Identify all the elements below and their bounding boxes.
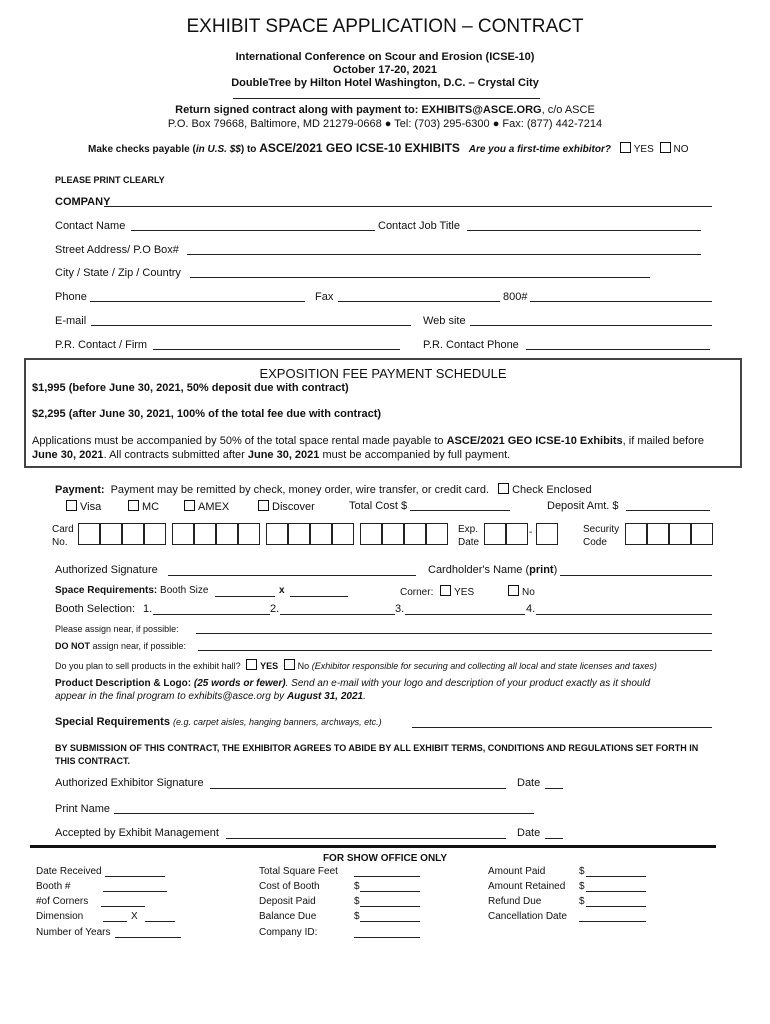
checks-payable-line: Make checks payable (in U.S. $$) to ASCE/2021 GEO ICSE-10 EXHIBITS Are you a first-time exhibitor? YES NO bbox=[88, 141, 689, 155]
visa-option[interactable]: Visa bbox=[66, 500, 101, 513]
card-no-label: Card No. bbox=[52, 524, 74, 548]
office-refund-due: Refund Due bbox=[488, 896, 542, 907]
office-corners: #of Corners bbox=[36, 896, 89, 907]
office-deposit-paid: Deposit Paid bbox=[259, 896, 316, 907]
corner-no-checkbox[interactable] bbox=[508, 585, 519, 596]
exhibitor-signature-label: Authorized Exhibitor Signature bbox=[55, 777, 204, 789]
office-heading: FOR SHOW OFFICE ONLY bbox=[322, 853, 448, 864]
booth-choice-2-field[interactable] bbox=[280, 614, 395, 615]
office-amount-retained: Amount Retained bbox=[488, 881, 566, 892]
company-label: COMPANY bbox=[55, 196, 111, 208]
company-field[interactable] bbox=[104, 206, 712, 207]
office-amount-paid-field[interactable] bbox=[586, 876, 646, 877]
product-description-line1: Product Description & Logo: (25 words or fewer). Send an e-mail with your logo and description of your product exactly as it should bbox=[55, 678, 651, 689]
booth-choice-4-field[interactable] bbox=[536, 614, 712, 615]
booth-selection-label: Booth Selection: bbox=[55, 603, 136, 615]
office-company-id-field[interactable] bbox=[354, 937, 420, 938]
first-time-yes-checkbox[interactable] bbox=[620, 142, 631, 153]
800-label: 800# bbox=[503, 291, 528, 303]
mc-checkbox[interactable] bbox=[128, 500, 139, 511]
contact-name-label: Contact Name bbox=[55, 220, 126, 232]
date2-label: Date bbox=[517, 827, 541, 839]
exp-month-box-1[interactable] bbox=[484, 523, 506, 545]
agreement-text-line2: THIS CONTRACT. bbox=[55, 756, 130, 766]
special-requirements-label: Special Requirements (e.g. carpet aisles, hanging banners, archways, etc.) bbox=[55, 716, 382, 728]
card-digit-box[interactable] bbox=[310, 523, 332, 545]
discover-option[interactable]: Discover bbox=[258, 500, 315, 513]
amex-option[interactable]: AMEX bbox=[184, 500, 229, 513]
office-amount-retained-field[interactable] bbox=[586, 891, 646, 892]
card-digit-box[interactable] bbox=[382, 523, 404, 545]
website-label: Web site bbox=[423, 315, 466, 327]
booth-choice-1-field[interactable] bbox=[153, 614, 270, 615]
fee-schedule-heading: EXPOSITION FEE PAYMENT SCHEDULE bbox=[259, 366, 507, 381]
document-title: EXHIBIT SPACE APPLICATION – CONTRACT bbox=[186, 16, 584, 37]
security-box-2[interactable] bbox=[647, 523, 669, 545]
accepted-by-label: Accepted by Exhibit Management bbox=[55, 827, 219, 839]
date-field[interactable] bbox=[545, 788, 563, 789]
office-date-received: Date Received bbox=[36, 866, 102, 877]
office-dimension-width-field[interactable] bbox=[103, 921, 127, 922]
office-total-square-feet-field[interactable] bbox=[354, 876, 420, 877]
cardholder-name-field[interactable] bbox=[560, 575, 712, 576]
conference-dates: October 17-20, 2021 bbox=[333, 64, 437, 76]
authorized-signature-label: Authorized Signature bbox=[55, 564, 158, 576]
office-dimension-length-field[interactable] bbox=[145, 921, 175, 922]
office-date-received-field[interactable] bbox=[105, 876, 165, 877]
payment-line: Payment: Payment may be remitted by check, money order, wire transfer, or credit card. Check Enclosed bbox=[55, 484, 592, 496]
800-field[interactable] bbox=[530, 301, 712, 302]
pr-phone-label: P.R. Contact Phone bbox=[423, 339, 519, 351]
security-code-label: Security Code bbox=[583, 524, 620, 548]
amex-checkbox[interactable] bbox=[184, 500, 195, 511]
print-name-field[interactable] bbox=[114, 813, 534, 814]
late-fee: $2,295 (after June 30, 2021, 100% of the total fee due with contract) bbox=[32, 408, 382, 420]
sell-yes-checkbox[interactable] bbox=[246, 659, 257, 670]
total-cost-field[interactable] bbox=[410, 510, 510, 511]
email-field[interactable] bbox=[91, 325, 411, 326]
card-digit-box[interactable] bbox=[172, 523, 194, 545]
fee-note-line2: June 30, 2021. All contracts submitted after June 30, 2021 must be accompanied by full payment. bbox=[32, 449, 511, 461]
date2-field[interactable] bbox=[545, 838, 563, 839]
agreement-text-line1: BY SUBMISSION OF THIS CONTRACT, THE EXHIBITOR AGREES TO ABIDE BY ALL EXHIBIT TERMS, CONDITIONS AND REGULATIONS SET FORTH IN bbox=[55, 743, 699, 753]
card-digit-box[interactable] bbox=[100, 523, 122, 545]
deposit-amt-label: Deposit Amt. $ bbox=[547, 500, 619, 512]
sell-no-checkbox[interactable] bbox=[284, 659, 295, 670]
office-balance-due: Balance Due bbox=[259, 911, 317, 922]
office-amount-paid: Amount Paid bbox=[488, 866, 546, 877]
security-box-3[interactable] bbox=[669, 523, 691, 545]
exp-month-box-2[interactable] bbox=[506, 523, 528, 545]
return-instructions: Return signed contract along with payment to: EXHIBITS@ASCE.ORG, c/o ASCE bbox=[175, 104, 595, 116]
card-digit-box[interactable] bbox=[238, 523, 260, 545]
card-digit-box[interactable] bbox=[266, 523, 288, 545]
card-digit-box[interactable] bbox=[122, 523, 144, 545]
office-balance-due-field[interactable] bbox=[360, 921, 420, 922]
space-requirements-line: Space Requirements: Booth Size bbox=[55, 585, 209, 596]
booth-size-length-field[interactable] bbox=[290, 596, 348, 597]
card-digit-box[interactable] bbox=[194, 523, 216, 545]
corner-line: Corner: YES bbox=[400, 587, 475, 598]
office-dimension: Dimension bbox=[36, 911, 84, 922]
total-cost-label: Total Cost $ bbox=[349, 500, 408, 512]
first-time-no-checkbox[interactable] bbox=[660, 142, 671, 153]
card-digit-box[interactable] bbox=[426, 523, 448, 545]
office-deposit-paid-field[interactable] bbox=[360, 906, 420, 907]
office-cancellation-date: Cancellation Date bbox=[488, 911, 567, 922]
contact-job-title-label: Contact Job Title bbox=[378, 220, 460, 232]
card-digit-box[interactable] bbox=[144, 523, 166, 545]
fee-note-line1: Applications must be accompanied by 50% of the total space rental made payable to ASCE/2021 GEO ICSE-10 Exhibits, if mailed before bbox=[32, 435, 704, 447]
fax-field[interactable] bbox=[338, 301, 500, 302]
exp-year-box-1[interactable] bbox=[536, 523, 558, 545]
email-label: E-mail bbox=[55, 315, 87, 327]
city-label: City / State / Zip / Country bbox=[55, 267, 181, 279]
office-refund-due-field[interactable] bbox=[586, 906, 646, 907]
website-field[interactable] bbox=[470, 325, 712, 326]
card-digit-box[interactable] bbox=[288, 523, 310, 545]
assign-near-label: Please assign near, if possible: bbox=[55, 624, 179, 634]
contact-job-title-field[interactable] bbox=[467, 230, 701, 231]
security-box-1[interactable] bbox=[625, 523, 647, 545]
office-cancellation-date-field[interactable] bbox=[579, 921, 646, 922]
security-box-4[interactable] bbox=[691, 523, 713, 545]
exp-date-label: Exp. Date bbox=[458, 524, 480, 548]
office-total-square-feet: Total Square Feet bbox=[259, 866, 338, 877]
mailing-address: P.O. Box 79668, Baltimore, MD 21279-0668 ● Tel: (703) 295-6300 ● Fax: (877) 442-7214 bbox=[167, 118, 603, 130]
card-digit-box[interactable] bbox=[404, 523, 426, 545]
fee-schedule-box bbox=[24, 358, 742, 468]
office-corners-field[interactable] bbox=[101, 906, 145, 907]
fax-label: Fax bbox=[315, 291, 334, 303]
pr-contact-field[interactable] bbox=[153, 349, 400, 350]
office-cost-of-booth-field[interactable] bbox=[360, 891, 420, 892]
visa-checkbox[interactable] bbox=[66, 500, 77, 511]
sell-products-line: Do you plan to sell products in the exhibit hall? YES No (Exhibitor responsible for securing and collecting all local and state licenses and taxes) bbox=[55, 661, 657, 671]
conference-venue: DoubleTree by Hilton Hotel Washington, D.C. – Crystal City bbox=[231, 77, 539, 89]
street-address-field[interactable] bbox=[187, 254, 701, 255]
check-enclosed-checkbox[interactable] bbox=[498, 483, 509, 494]
print-clearly-note: PLEASE PRINT CLEARLY bbox=[55, 175, 165, 185]
booth-size-width-field[interactable] bbox=[215, 596, 275, 597]
street-address-label: Street Address/ P.O Box# bbox=[55, 244, 179, 256]
print-name-label: Print Name bbox=[55, 803, 111, 815]
card-digit-box[interactable] bbox=[332, 523, 354, 545]
product-description-line2: appear in the final program to exhibits@asce.org by August 31, 2021. bbox=[55, 691, 366, 702]
card-digit-box[interactable] bbox=[216, 523, 238, 545]
corner-yes-checkbox[interactable] bbox=[440, 585, 451, 596]
phone-label: Phone bbox=[55, 291, 87, 303]
city-field[interactable] bbox=[190, 277, 650, 278]
pr-contact-label: P.R. Contact / Firm bbox=[55, 339, 148, 351]
mc-option[interactable]: MC bbox=[128, 500, 159, 513]
return-email-link[interactable]: EXHIBITS@ASCE.ORG bbox=[421, 104, 542, 116]
cardholder-name-label: Cardholder's Name (print) bbox=[428, 564, 558, 576]
do-not-assign-label: DO NOT assign near, if possible: bbox=[55, 641, 187, 651]
do-not-assign-field[interactable] bbox=[198, 650, 712, 651]
assign-near-field[interactable] bbox=[196, 633, 712, 634]
discover-checkbox[interactable] bbox=[258, 500, 269, 511]
office-booth-number-field[interactable] bbox=[103, 891, 167, 892]
phone-field[interactable] bbox=[90, 301, 305, 302]
special-requirements-field[interactable] bbox=[412, 727, 712, 728]
deposit-amt-field[interactable] bbox=[626, 510, 710, 511]
card-digit-box[interactable] bbox=[78, 523, 100, 545]
office-number-of-years: Number of Years bbox=[36, 927, 111, 938]
early-fee: $1,995 (before June 30, 2021, 50% deposit due with contract) bbox=[32, 382, 349, 394]
card-digit-box[interactable] bbox=[360, 523, 382, 545]
office-number-of-years-field[interactable] bbox=[115, 937, 181, 938]
exhibitor-signature-field[interactable] bbox=[210, 788, 506, 789]
office-cost-of-booth: Cost of Booth bbox=[259, 881, 320, 892]
office-company-id: Company ID: bbox=[259, 927, 318, 938]
accepted-by-field[interactable] bbox=[226, 838, 506, 839]
contact-name-field[interactable] bbox=[131, 230, 375, 231]
authorized-signature-field[interactable] bbox=[168, 575, 416, 576]
office-booth-number: Booth # bbox=[36, 881, 71, 892]
conference-name: International Conference on Scour and Erosion (ICSE-10) bbox=[235, 51, 535, 63]
booth-choice-3-field[interactable] bbox=[405, 614, 525, 615]
pr-phone-field[interactable] bbox=[526, 349, 710, 350]
divider bbox=[30, 845, 716, 848]
date-label: Date bbox=[517, 777, 541, 789]
